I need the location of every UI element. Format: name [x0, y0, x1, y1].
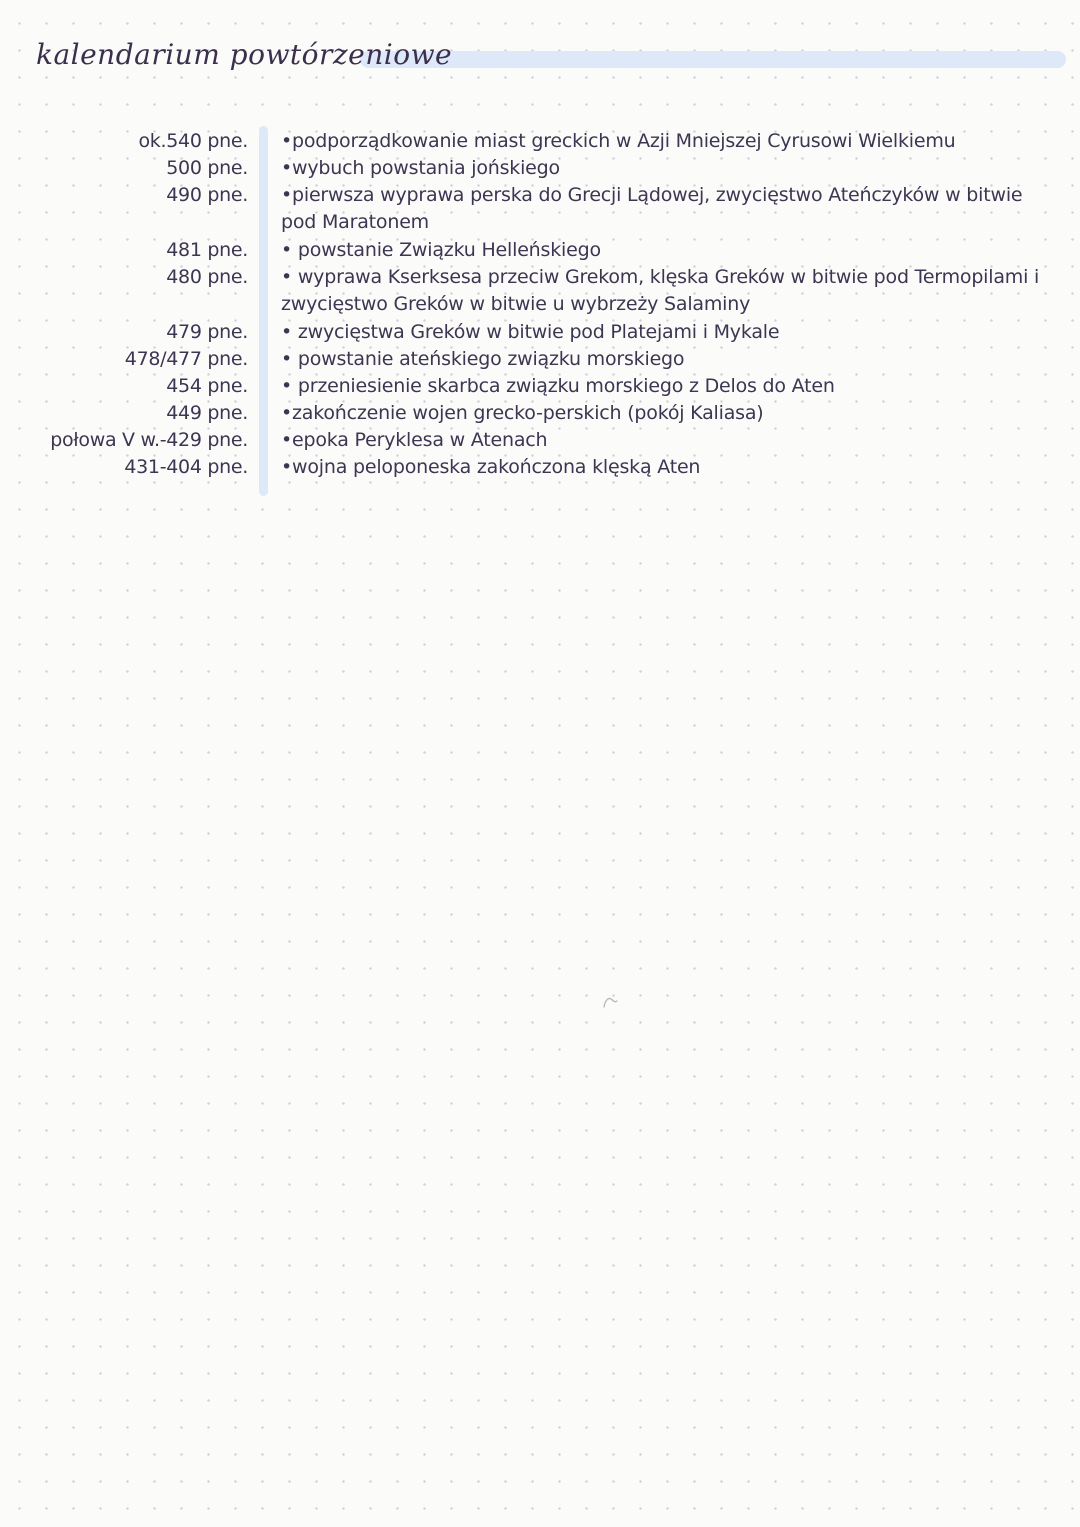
- timeline-date: 449 pne.: [166, 402, 248, 424]
- timeline-date: 490 pne.: [166, 184, 248, 206]
- title-row: [36, 34, 1068, 84]
- timeline-date: 481 pne.: [166, 239, 248, 261]
- timeline-event: •podporządkowanie miast greckich w Azji Mniejszej Cyrusowi Wielkiemu: [281, 130, 956, 152]
- timeline-event: • powstanie Związku Helleńskiego: [281, 239, 601, 261]
- timeline-event: •epoka Peryklesa w Atenach: [281, 429, 548, 451]
- timeline-date: 500 pne.: [166, 157, 248, 179]
- timeline-event: • powstanie ateńskiego związku morskiego: [281, 348, 685, 370]
- timeline-event: • zwycięstwa Greków w bitwie pod Platejami i Mykale: [281, 321, 780, 343]
- timeline-event: •wybuch powstania jońskiego: [281, 157, 560, 179]
- timeline-date: 478/477 pne.: [124, 348, 248, 370]
- timeline-date: ok.540 pne.: [138, 130, 248, 152]
- timeline-divider: [259, 126, 268, 496]
- timeline-event: • wyprawa Kserksesa przeciw Grekom, klęska Greków w bitwie pod Termopilami i zwycięstwo Greków w bitwie u wybrzeży Salaminy: [281, 266, 1040, 315]
- timeline-date: 431-404 pne.: [124, 456, 248, 478]
- page-title: kalendarium powtórzeniowe: [36, 38, 453, 71]
- title-highlight-bar: [360, 51, 1066, 68]
- timeline-event: •wojna peloponeska zakończona klęską Aten: [281, 456, 701, 478]
- timeline-date: 480 pne.: [166, 266, 248, 288]
- timeline-event: •zakończenie wojen grecko-perskich (pokój Kaliasa): [281, 402, 764, 424]
- timeline-date: połowa V w.-429 pne.: [50, 429, 248, 451]
- timeline-date: 454 pne.: [166, 375, 248, 397]
- pen-squiggle-mark: [602, 995, 620, 1009]
- timeline-event: • przeniesienie skarbca związku morskiego z Delos do Aten: [281, 375, 835, 397]
- timeline-event: •pierwsza wyprawa perska do Grecji Lądowej, zwycięstwo Ateńczyków w bitwie pod Maratonem: [281, 184, 1023, 233]
- timeline-date: 479 pne.: [166, 321, 248, 343]
